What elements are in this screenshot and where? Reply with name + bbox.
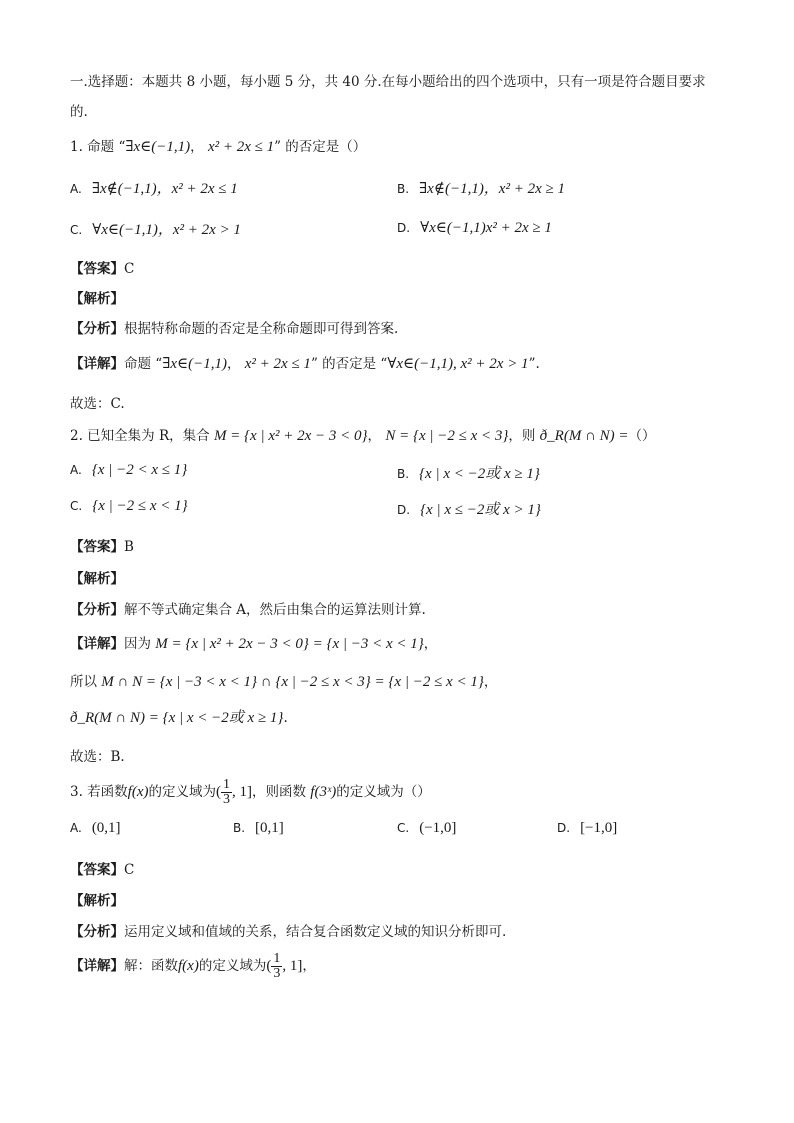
option-text: ∀x∈(−1,1)，x² + 2x > 1 [92, 222, 241, 238]
analysis-label: 【解析】 [70, 291, 124, 307]
answer-label: 【答案】 [70, 261, 124, 277]
option-letter: D. [397, 503, 411, 517]
fenxi-text: 根据特称命题的否定是全称命题即可得到答案. [124, 321, 399, 337]
q2-answer [70, 535, 134, 555]
detail-interval-close: , 1] [282, 958, 303, 974]
option-letter: A. [70, 182, 82, 196]
option-text: {x | x < −2或 x ≥ 1} [419, 466, 540, 482]
q1-fenxi [70, 317, 398, 337]
detail-label: 【详解】 [70, 958, 124, 974]
detail-end: ”. [528, 356, 540, 372]
q1-option-b[interactable] [397, 177, 565, 198]
detail-pre: 解：函数 [124, 958, 178, 974]
question-1-condition-b: x² + 2x ≤ 1 [207, 139, 275, 155]
q2-choose [70, 745, 125, 765]
q2-option-c[interactable] [70, 498, 188, 515]
question-2-sep: ， [367, 428, 382, 444]
detail-pre: 因为 [124, 636, 151, 652]
option-text: ∀x∈(−1,1)x² + 2x ≥ 1 [420, 220, 552, 236]
detail-line-3-formula: ð_R(M ∩ N) = {x | x < −2或 x ≥ 1} [70, 710, 284, 726]
question-2-set-n: N = {x | −2 ≤ x < 3} [385, 428, 509, 444]
fenxi-label: 【分析】 [70, 602, 124, 618]
q3-analysis-label [70, 889, 124, 909]
option-letter: B. [397, 182, 410, 196]
q1-option-a[interactable] [70, 177, 238, 198]
question-3-mid2: ，则函数 [252, 784, 306, 800]
detail-condition-c: ∀x∈(−1,1), x² + 2x > 1 [387, 356, 529, 372]
choose-value: B. [110, 749, 125, 765]
option-letter: D. [397, 221, 411, 235]
detail-line-2-end: ， [483, 674, 498, 690]
detail-line-3-end: . [283, 710, 288, 726]
option-letter: D. [557, 821, 571, 835]
option-letter: C. [397, 821, 410, 835]
question-3-fraction [221, 778, 232, 807]
option-text: {x | −2 ≤ x < 1} [92, 498, 188, 514]
detail-fx: f(x) [178, 958, 199, 974]
q3-option-b[interactable] [233, 820, 284, 837]
question-1-condition-a: ∃x∈(−1,1) [125, 139, 191, 155]
answer-label: 【答案】 [70, 539, 124, 555]
q1-option-c[interactable] [70, 218, 241, 239]
analysis-label: 【解析】 [70, 571, 124, 587]
q2-detail-line-3 [70, 706, 288, 727]
question-2-prefix: 2. 已知全集为 R，集合 [70, 428, 210, 444]
detail-label: 【详解】 [70, 636, 124, 652]
detail-fraction [271, 952, 282, 981]
q3-option-d[interactable] [557, 820, 617, 837]
detail-line-2-formula: M ∩ N = {x | −3 < x < 1} ∩ {x | −2 ≤ x < 3} = {x | −2 ≤ x < 1} [101, 674, 484, 690]
section-header-continued: 的. [70, 104, 88, 120]
option-letter: C. [70, 223, 83, 237]
q3-option-c[interactable] [397, 820, 456, 837]
option-letter: B. [397, 467, 410, 481]
choose-value: C. [110, 396, 125, 412]
fenxi-text: 解不等式确定集合 A，然后由集合的运算法则计算. [124, 602, 426, 618]
detail-formula: M = {x | x² + 2x − 3 < 0} = {x | −3 < x < 1} [155, 636, 424, 652]
section-header: 一.选择题：本题共 8 小题，每小题 5 分，共 40 分.在每小题给出的四个选项中，只有一项是符合题目要求 [70, 74, 706, 90]
q2-detail-line-2 [70, 670, 497, 691]
q2-option-b[interactable] [397, 462, 540, 483]
q3-option-a[interactable] [70, 820, 121, 837]
answer-value: C [124, 261, 135, 277]
q3-fenxi [70, 920, 506, 940]
detail-mid: 的定义域为 [198, 958, 267, 974]
question-3 [70, 778, 431, 807]
question-2-mid: ，则 [508, 428, 536, 444]
question-3-suffix: 的定义域为（） [336, 784, 431, 800]
question-1-prefix: 1. 命题 “ [70, 139, 126, 155]
fraction-denominator: 3 [273, 966, 281, 981]
detail-end: ， [302, 958, 316, 974]
q2-analysis-label [70, 567, 124, 587]
question-1-suffix: ” 的否定是（） [274, 139, 367, 155]
q3-detail [70, 952, 316, 981]
question-3-mid1: 的定义域为 [148, 784, 216, 800]
question-1 [70, 135, 366, 156]
q3-answer [70, 858, 134, 878]
fraction-denominator: 3 [223, 792, 230, 807]
detail-mid: ” 的否定是 “ [310, 356, 388, 372]
option-letter: C. [70, 499, 83, 513]
detail-label: 【详解】 [70, 356, 124, 372]
answer-label: 【答案】 [70, 862, 124, 878]
question-2-expr: ð_R(M ∩ N) = [539, 428, 629, 444]
analysis-label: 【解析】 [70, 893, 124, 909]
q1-answer [70, 257, 134, 277]
question-2-suffix: （） [628, 428, 656, 444]
detail-interval-open: ( [266, 958, 272, 974]
answer-value: B [124, 539, 134, 555]
option-text: ∃x∉(−1,1)，x² + 2x ≥ 1 [419, 181, 565, 197]
q2-fenxi [70, 598, 426, 618]
option-text: {x | −2 < x ≤ 1} [91, 462, 188, 478]
question-3-interval-open: ( [216, 784, 221, 800]
fraction-numerator: 1 [273, 951, 281, 966]
question-2 [70, 424, 656, 445]
fraction-numerator: 1 [223, 777, 230, 792]
detail-condition-b: x² + 2x ≤ 1 [244, 356, 311, 372]
option-text: (0,1] [91, 820, 121, 836]
choose-label: 故选： [70, 396, 111, 412]
q1-option-d[interactable] [397, 218, 552, 237]
fenxi-label: 【分析】 [70, 924, 124, 940]
option-text: {x | x ≤ −2或 x > 1} [420, 502, 541, 518]
fenxi-text: 运用定义域和值域的关系，结合复合函数定义域的知识分析即可. [124, 924, 507, 940]
q2-detail [70, 632, 437, 653]
question-1-sep: ， [190, 139, 204, 155]
detail-end: ， [423, 636, 438, 652]
detail-condition-a: ∃x∈(−1,1) [162, 356, 227, 372]
choose-label: 故选： [70, 749, 111, 765]
question-3-fx: f(x) [127, 784, 149, 800]
q1-choose [70, 392, 125, 412]
option-letter: B. [233, 821, 246, 835]
q2-option-a[interactable] [70, 462, 187, 479]
option-text: ∃x∉(−1,1)，x² + 2x ≤ 1 [91, 181, 238, 197]
question-3-interval-close: , 1] [232, 784, 252, 800]
q1-detail [70, 352, 540, 373]
answer-value: C [124, 862, 135, 878]
option-letter: A. [70, 463, 82, 477]
q1-analysis-label [70, 287, 124, 307]
q2-option-d[interactable] [397, 498, 541, 519]
option-text: [0,1] [255, 820, 284, 836]
option-text: (−1,0] [419, 820, 457, 836]
detail-pre: 命题 “ [124, 356, 163, 372]
option-text: [−1,0] [580, 820, 618, 836]
detail-sep: ， [226, 356, 241, 372]
question-2-set-m: M = {x | x² + 2x − 3 < 0} [213, 428, 368, 444]
question-3-prefix: 3. 若函数 [70, 784, 128, 800]
detail-line-2-pre: 所以 [70, 674, 97, 690]
fenxi-label: 【分析】 [70, 321, 124, 337]
question-3-f3x: f(3ˣ) [310, 784, 337, 800]
option-letter: A. [70, 821, 82, 835]
